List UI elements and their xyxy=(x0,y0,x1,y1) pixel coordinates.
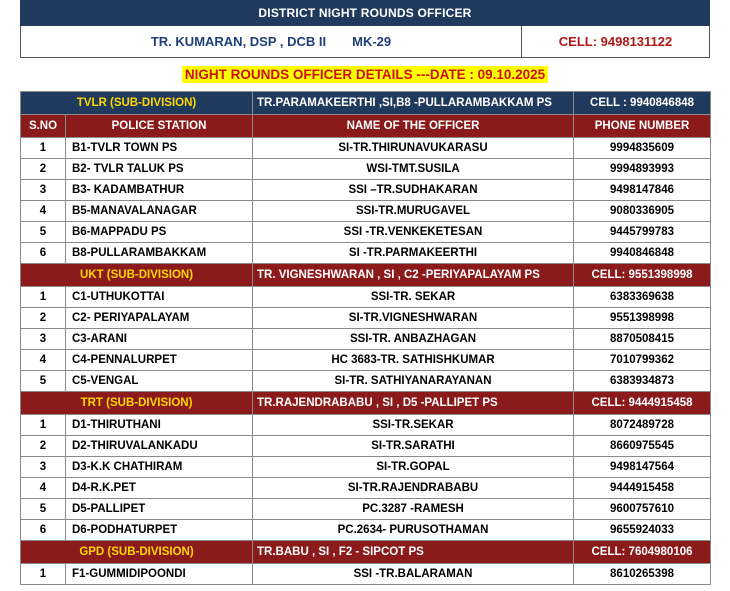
row-police-station: F1-GUMMIDIPOONDI xyxy=(66,564,253,585)
row-police-station: B1-TVLR TOWN PS xyxy=(66,138,253,159)
details-title: NIGHT ROUNDS OFFICER DETAILS ---DATE : 09.10.2025 xyxy=(182,66,548,83)
district-officer xyxy=(21,26,522,57)
row-sno: 4 xyxy=(21,350,66,371)
row-sno: 2 xyxy=(21,308,66,329)
roster-sheet xyxy=(20,0,710,585)
row-sno: 5 xyxy=(21,499,66,520)
row-police-station: D5-PALLIPET xyxy=(66,499,253,520)
subdivision-name: TVLR (SUB-DIVISION) xyxy=(21,92,253,115)
row-sno: 2 xyxy=(21,436,66,457)
column-header-phone: PHONE NUMBER xyxy=(574,115,711,138)
subdivision-cell: CELL: 9551398998 xyxy=(574,264,711,287)
table-row xyxy=(21,350,711,371)
row-sno: 3 xyxy=(21,329,66,350)
table-row xyxy=(21,520,711,541)
subdivision-cell: CELL : 9940846848 xyxy=(574,92,711,115)
row-phone: 9600757610 xyxy=(574,499,711,520)
table-row xyxy=(21,436,711,457)
row-police-station: B6-MAPPADU PS xyxy=(66,222,253,243)
district-officer-cell: CELL: 9498131122 xyxy=(558,34,673,49)
row-officer: SI-TR.VIGNESHWARAN xyxy=(253,308,574,329)
table-row xyxy=(21,415,711,436)
row-phone: 7010799362 xyxy=(574,350,711,371)
table-row xyxy=(21,201,711,222)
table-row xyxy=(21,308,711,329)
table-row xyxy=(21,499,711,520)
row-phone: 6383369638 xyxy=(574,287,711,308)
row-police-station: D1-THIRUTHANI xyxy=(66,415,253,436)
row-officer: WSI-TMT.SUSILA xyxy=(253,159,574,180)
row-sno: 5 xyxy=(21,222,66,243)
row-police-station: C2- PERIYAPALAYAM xyxy=(66,308,253,329)
row-phone: 9994893993 xyxy=(574,159,711,180)
row-police-station: B5-MANAVALANAGAR xyxy=(66,201,253,222)
row-officer: SSI-TR.SEKAR xyxy=(253,415,574,436)
row-phone: 8072489728 xyxy=(574,415,711,436)
column-header-row xyxy=(21,115,711,138)
row-sno: 4 xyxy=(21,201,66,222)
row-police-station: C3-ARANI xyxy=(66,329,253,350)
row-officer: PC.3287 -RAMESH xyxy=(253,499,574,520)
row-police-station: D6-PODHATURPET xyxy=(66,520,253,541)
row-police-station: D4-R.K.PET xyxy=(66,478,253,499)
subdivision-header xyxy=(21,92,711,115)
row-sno: 1 xyxy=(21,564,66,585)
table-row xyxy=(21,138,711,159)
row-officer: SI-TR.THIRUNAVUKARASU xyxy=(253,138,574,159)
subdivision-officer: TR.PARAMAKEERTHI ,SI,B8 -PULLARAMBAKKAM PS xyxy=(253,92,574,115)
row-police-station: B8-PULLARAMBAKKAM xyxy=(66,243,253,264)
row-phone: 8610265398 xyxy=(574,564,711,585)
row-officer: HC 3683-TR. SATHISHKUMAR xyxy=(253,350,574,371)
row-officer: SI-TR.SARATHI xyxy=(253,436,574,457)
table-row xyxy=(21,564,711,585)
row-phone: 9444915458 xyxy=(574,478,711,499)
subdivision-officer: TR.BABU , SI , F2 - SIPCOT PS xyxy=(253,541,574,564)
row-sno: 3 xyxy=(21,457,66,478)
row-phone: 9498147564 xyxy=(574,457,711,478)
details-title-row xyxy=(20,58,710,91)
row-police-station: B3- KADAMBATHUR xyxy=(66,180,253,201)
row-phone: 9445799783 xyxy=(574,222,711,243)
table-row xyxy=(21,243,711,264)
subdivision-header xyxy=(21,541,711,564)
row-phone: 8660975545 xyxy=(574,436,711,457)
row-police-station: D2-THIRUVALANKADU xyxy=(66,436,253,457)
row-sno: 3 xyxy=(21,180,66,201)
row-phone: 9551398998 xyxy=(574,308,711,329)
night-rounds-table xyxy=(20,91,711,585)
table-row xyxy=(21,329,711,350)
row-officer: SSI-TR. SEKAR xyxy=(253,287,574,308)
row-police-station: C4-PENNALURPET xyxy=(66,350,253,371)
column-header-officer: NAME OF THE OFFICER xyxy=(253,115,574,138)
subdivision-name: UKT (SUB-DIVISION) xyxy=(21,264,253,287)
row-officer: SSI -TR.VENKEKETESAN xyxy=(253,222,574,243)
row-sno: 6 xyxy=(21,520,66,541)
row-phone: 9994835609 xyxy=(574,138,711,159)
row-officer: SI-TR.GOPAL xyxy=(253,457,574,478)
row-officer: SSI -TR.BALARAMAN xyxy=(253,564,574,585)
row-police-station: D3-K.K CHATHIRAM xyxy=(66,457,253,478)
subdivision-header xyxy=(21,392,711,415)
row-officer: SI -TR.PARMAKEERTHI xyxy=(253,243,574,264)
subdivision-header xyxy=(21,264,711,287)
row-phone: 9655924033 xyxy=(574,520,711,541)
row-police-station: B2- TVLR TALUK PS xyxy=(66,159,253,180)
document-title: DISTRICT NIGHT ROUNDS OFFICER xyxy=(20,0,710,26)
district-officer-name: TR. KUMARAN, DSP , DCB II xyxy=(150,34,327,49)
table-row xyxy=(21,457,711,478)
row-officer: SSI-TR.MURUGAVEL xyxy=(253,201,574,222)
table-row xyxy=(21,159,711,180)
column-header-police-station: POLICE STATION xyxy=(66,115,253,138)
row-officer: SSI-TR. ANBAZHAGAN xyxy=(253,329,574,350)
row-police-station: C5-VENGAL xyxy=(66,371,253,392)
row-sno: 5 xyxy=(21,371,66,392)
table-row xyxy=(21,180,711,201)
subdivision-officer: TR.RAJENDRABABU , SI , D5 -PALLIPET PS xyxy=(253,392,574,415)
row-phone: 9940846848 xyxy=(574,243,711,264)
table-row xyxy=(21,478,711,499)
table-row xyxy=(21,287,711,308)
district-officer-code: MK-29 xyxy=(352,34,392,49)
table-row xyxy=(21,371,711,392)
column-header-sno: S.NO xyxy=(21,115,66,138)
row-sno: 6 xyxy=(21,243,66,264)
row-sno: 1 xyxy=(21,138,66,159)
row-sno: 2 xyxy=(21,159,66,180)
subdivision-cell: CELL: 9444915458 xyxy=(574,392,711,415)
row-sno: 1 xyxy=(21,415,66,436)
row-sno: 1 xyxy=(21,287,66,308)
subdivision-officer: TR. VIGNESHWARAN , SI , C2 -PERIYAPALAYAM PS xyxy=(253,264,574,287)
table-row xyxy=(21,222,711,243)
row-police-station: C1-UTHUKOTTAI xyxy=(66,287,253,308)
row-phone: 8870508415 xyxy=(574,329,711,350)
row-phone: 9498147846 xyxy=(574,180,711,201)
row-officer: PC.2634- PURUSOTHAMAN xyxy=(253,520,574,541)
row-officer: SI-TR. SATHIYANARAYANAN xyxy=(253,371,574,392)
district-officer-row xyxy=(20,26,710,58)
subdivision-cell: CELL: 7604980106 xyxy=(574,541,711,564)
subdivision-name: TRT (SUB-DIVISION) xyxy=(21,392,253,415)
row-phone: 6383934873 xyxy=(574,371,711,392)
row-phone: 9080336905 xyxy=(574,201,711,222)
row-officer: SSI –TR.SUDHAKARAN xyxy=(253,180,574,201)
row-officer: SI-TR.RAJENDRABABU xyxy=(253,478,574,499)
row-sno: 4 xyxy=(21,478,66,499)
subdivision-name: GPD (SUB-DIVISION) xyxy=(21,541,253,564)
